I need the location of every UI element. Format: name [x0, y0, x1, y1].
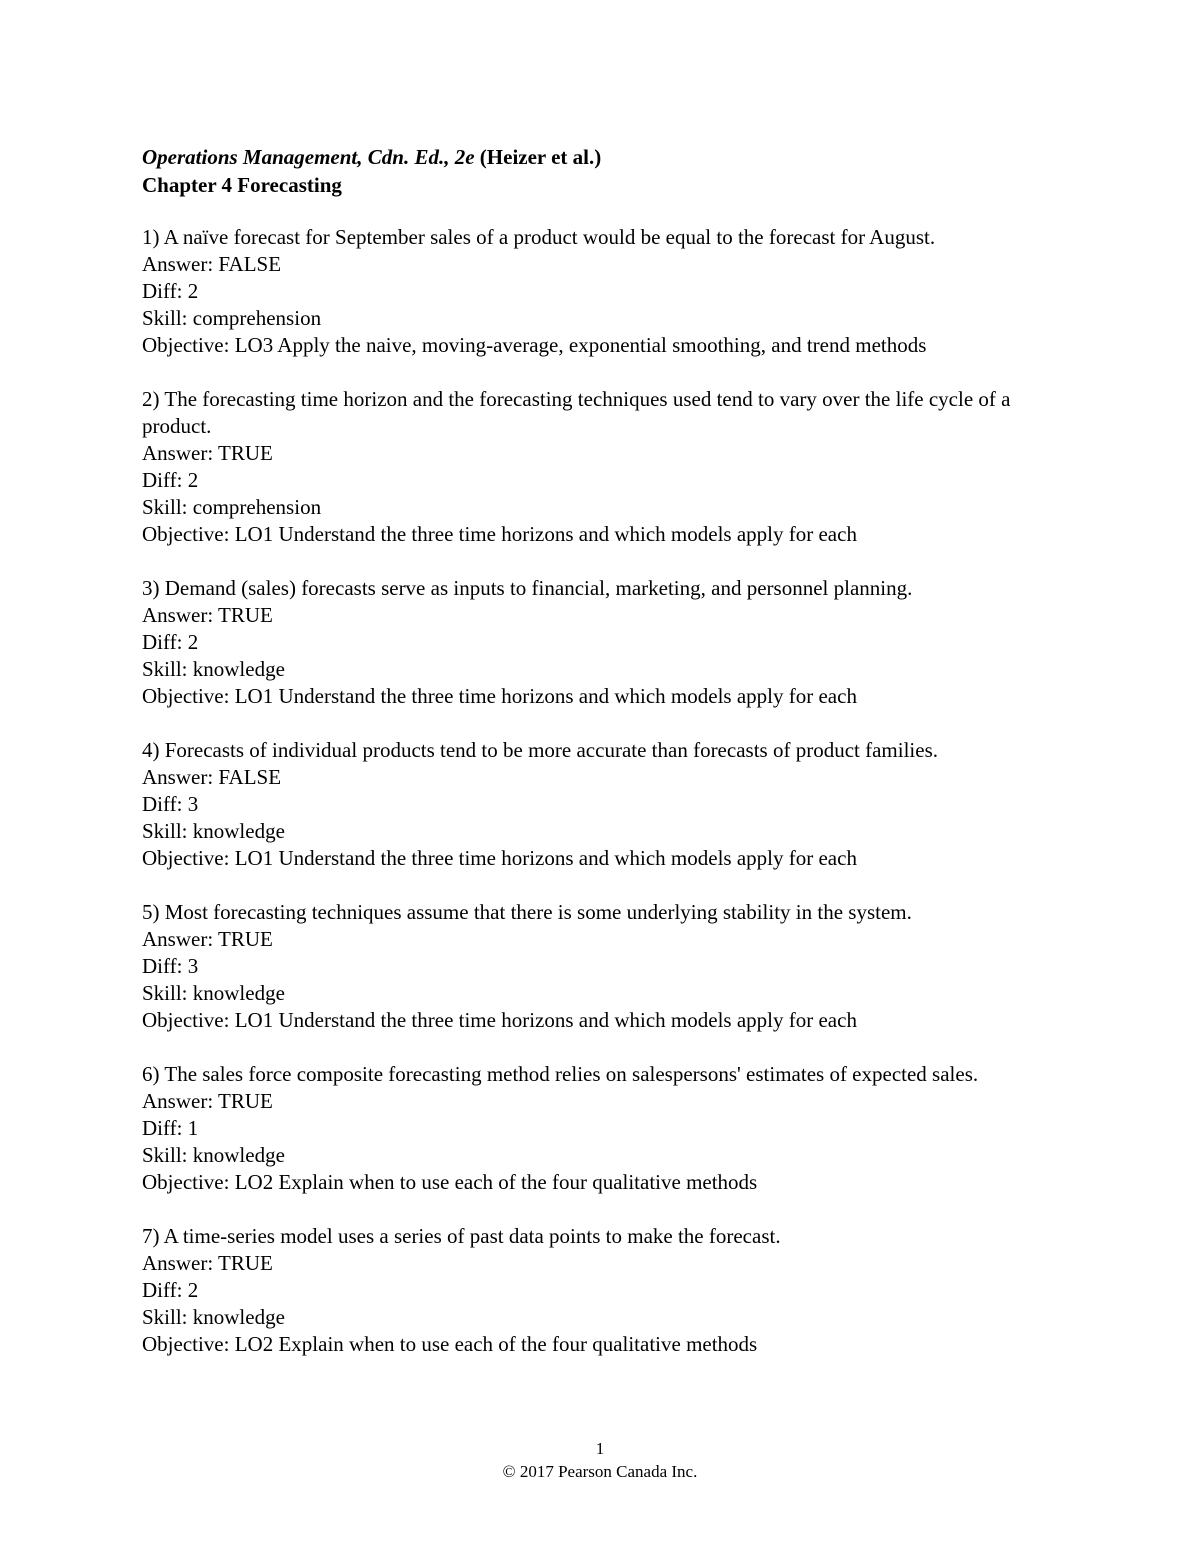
question-skill: Skill: knowledge [142, 981, 285, 1005]
question-objective: Objective: LO1 Understand the three time horizons and which models apply for each [142, 846, 857, 870]
question-answer: Answer: TRUE [142, 1251, 273, 1275]
question-skill: Skill: knowledge [142, 657, 285, 681]
page-number: 1 [595, 1439, 605, 1458]
question-item [142, 899, 1042, 1034]
question-item [142, 575, 1042, 710]
question-difficulty: Diff: 2 [142, 279, 199, 303]
question-skill: Skill: comprehension [142, 306, 322, 330]
question-stem: 6) The sales force composite forecasting method relies on salespersons' estimates of expected sales. [142, 1062, 979, 1086]
question-stem: 5) Most forecasting techniques assume that there is some underlying stability in the system. [142, 900, 912, 924]
question-difficulty: Diff: 2 [142, 468, 199, 492]
question-skill: Skill: comprehension [142, 495, 322, 519]
question-objective: Objective: LO2 Explain when to use each of the four qualitative methods [142, 1170, 758, 1194]
question-item [142, 1061, 1042, 1196]
question-answer: Answer: FALSE [142, 252, 282, 276]
question-stem: 1) A naïve forecast for September sales of a product would be equal to the forecast for August. [142, 225, 936, 249]
question-skill: Skill: knowledge [142, 1143, 285, 1167]
question-item [142, 737, 1042, 872]
question-stem: 4) Forecasts of individual products tend to be more accurate than forecasts of product families. [142, 738, 938, 762]
document-header [142, 143, 1142, 199]
question-difficulty: Diff: 2 [142, 630, 199, 654]
page-footer [0, 1437, 1200, 1483]
book-title: Operations Management, Cdn. Ed., 2e [142, 145, 475, 169]
copyright-notice: © 2017 Pearson Canada Inc. [502, 1462, 698, 1481]
question-stem: 2) The forecasting time horizon and the forecasting techniques used tend to vary over the life cycle of a product. [142, 387, 1011, 438]
question-objective: Objective: LO1 Understand the three time horizons and which models apply for each [142, 684, 857, 708]
question-item [142, 224, 1042, 359]
question-difficulty: Diff: 3 [142, 792, 199, 816]
question-answer: Answer: TRUE [142, 441, 273, 465]
book-title-line [142, 143, 1142, 171]
question-difficulty: Diff: 3 [142, 954, 199, 978]
question-objective: Objective: LO3 Apply the naive, moving-average, exponential smoothing, and trend methods [142, 333, 927, 357]
chapter-title: Chapter 4 Forecasting [142, 173, 342, 197]
question-stem: 7) A time-series model uses a series of past data points to make the forecast. [142, 1224, 781, 1248]
question-difficulty: Diff: 1 [142, 1116, 199, 1140]
question-answer: Answer: TRUE [142, 603, 273, 627]
question-answer: Answer: TRUE [142, 927, 273, 951]
question-skill: Skill: knowledge [142, 1305, 285, 1329]
question-skill: Skill: knowledge [142, 819, 285, 843]
question-stem: 3) Demand (sales) forecasts serve as inputs to financial, marketing, and personnel planning. [142, 576, 913, 600]
book-authors: (Heizer et al.) [474, 145, 602, 169]
question-objective: Objective: LO1 Understand the three time horizons and which models apply for each [142, 1008, 857, 1032]
question-item [142, 1223, 1042, 1358]
question-answer: Answer: FALSE [142, 765, 282, 789]
question-list [142, 224, 1042, 1385]
question-item [142, 386, 1042, 548]
question-difficulty: Diff: 2 [142, 1278, 199, 1302]
question-answer: Answer: TRUE [142, 1089, 273, 1113]
question-objective: Objective: LO1 Understand the three time horizons and which models apply for each [142, 522, 857, 546]
question-objective: Objective: LO2 Explain when to use each of the four qualitative methods [142, 1332, 758, 1356]
